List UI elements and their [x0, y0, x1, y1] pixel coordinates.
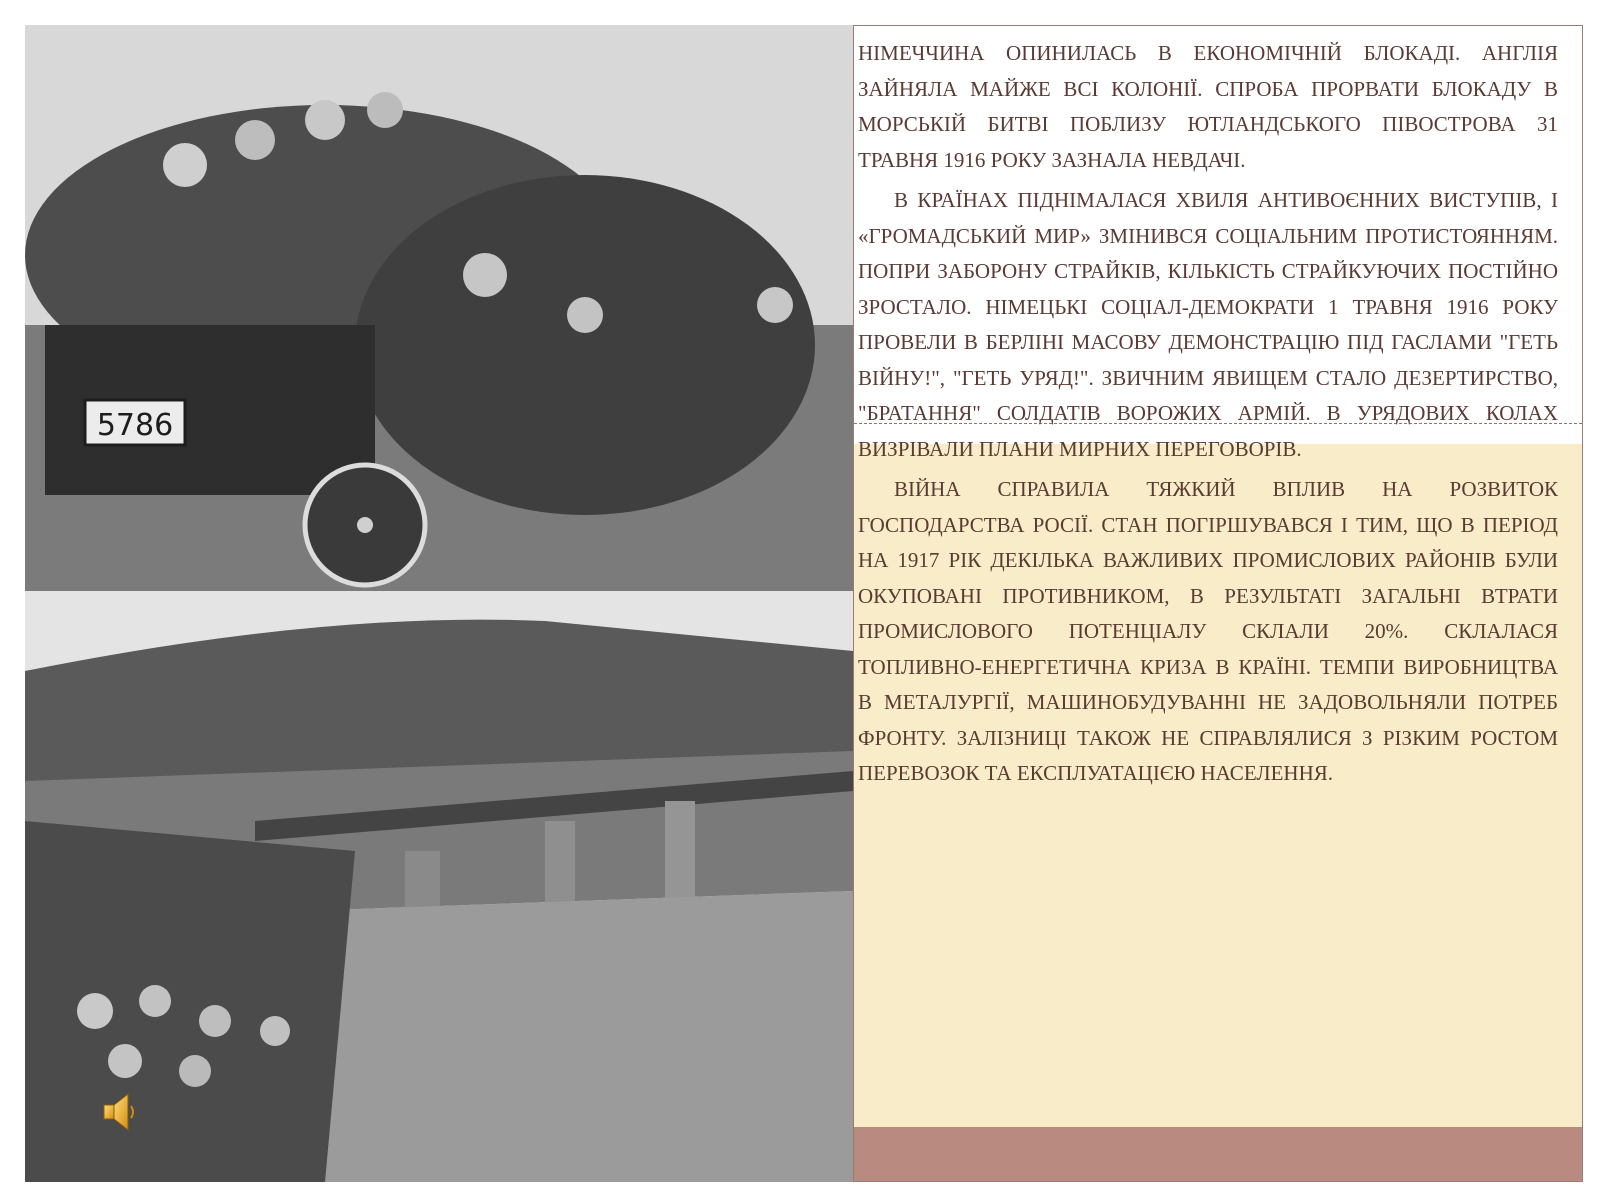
text-body [858, 36, 1558, 797]
paragraph-antiwar-protests: В КРАЇНАХ ПІДНІМАЛАСЯ ХВИЛЯ АНТИВОЄННИХ ВИСТУПІВ, І «ГРОМАДСЬКИЙ МИР» ЗМІНИВСЯ СОЦІАЛЬНИМ ПРОТИСТОЯННЯМ. ПОПРИ ЗАБОРОНУ СТРАЙКІВ, КІЛЬКІСТЬ СТРАЙКУЮЧИХ ПОСТІЙНО ЗРОСТАЛО. НІМЕЦЬКІ СОЦІАЛ-ДЕМОКРАТИ 1 ТРАВНЯ 1916 РОКУ ПРОВЕЛИ В БЕРЛІНІ МАСОВУ ДЕМОНСТРАЦІЮ ПІД ГАСЛАМИ "ГЕТЬ ВІЙНУ!", "ГЕТЬ УРЯД!". ЗВИЧНИМ ЯВИЩЕМ СТАЛО ДЕЗЕРТИРСТВО, "БРАТАННЯ" СОЛДАТІВ ВОРОЖИХ АРМІЙ. В УРЯДОВИХ КОЛАХ ВИЗРІВАЛИ ПЛАНИ МИРНИХ ПЕРЕГОВОРІВ. [858, 188, 1558, 461]
railway-bridge-illustration [25, 591, 853, 1182]
speaker-icon[interactable] [100, 1090, 138, 1134]
text-panel [853, 25, 1583, 1182]
soldiers-truck-photo [25, 25, 853, 591]
soldiers-truck-illustration [25, 25, 853, 591]
railway-bridge-photo [25, 591, 853, 1182]
truck-plate-number: 5786 [96, 408, 174, 443]
paragraph-blockade: НІМЕЧЧИНА ОПИНИЛАСЬ В ЕКОНОМІЧНІЙ БЛОКАДІ. АНГЛІЯ ЗАЙНЯЛА МАЙЖЕ ВСІ КОЛОНІЇ. СПРОБА ПРОРВАТИ БЛОКАДУ В МОРСЬКІЙ БИТВІ ПОБЛИЗУ ЮТЛАНДСЬКОГО ПІВОСТРОВА 31 ТРАВНЯ 1916 РОКУ ЗАЗНАЛА НЕВДАЧІ. [858, 41, 1558, 172]
panel-footer-bar [854, 1127, 1582, 1181]
paragraph-russia-economy: ВІЙНА СПРАВИЛА ТЯЖКИЙ ВПЛИВ НА РОЗВИТОК ГОСПОДАРСТВА РОСІЇ. СТАН ПОГІРШУВАВСЯ І ТИМ, ЩО В ПЕРІОД НА 1917 РІК ДЕКІЛЬКА ВАЖЛИВИХ ПРОМИСЛОВИХ РАЙОНІВ БУЛИ ОКУПОВАНІ ПРОТИВНИКОМ, В РЕЗУЛЬТАТІ ЗАГАЛЬНІ ВТРАТИ ПРОМИСЛОВОГО ПОТЕНЦІАЛУ СКЛАЛИ 20%. СКЛАЛАСЯ ТОПЛИВНО-ЕНЕРГЕТИЧНА КРИЗА В КРАЇНІ. ТЕМПИ ВИРОБНИЦТВА В МЕТАЛУРГІЇ, МАШИНОБУДУВАННІ НЕ ЗАДОВОЛЬНЯЛИ ПОТРЕБ ФРОНТУ. ЗАЛІЗНИЦІ ТАКОЖ НЕ СПРАВЛЯЛИСЯ З РІЗКИМ РОСТОМ ПЕРЕВОЗОК ТА ЕКСПЛУАТАЦІЄЮ НАСЕЛЕННЯ. [858, 477, 1558, 785]
speaker-icon-graphic [100, 1090, 138, 1134]
